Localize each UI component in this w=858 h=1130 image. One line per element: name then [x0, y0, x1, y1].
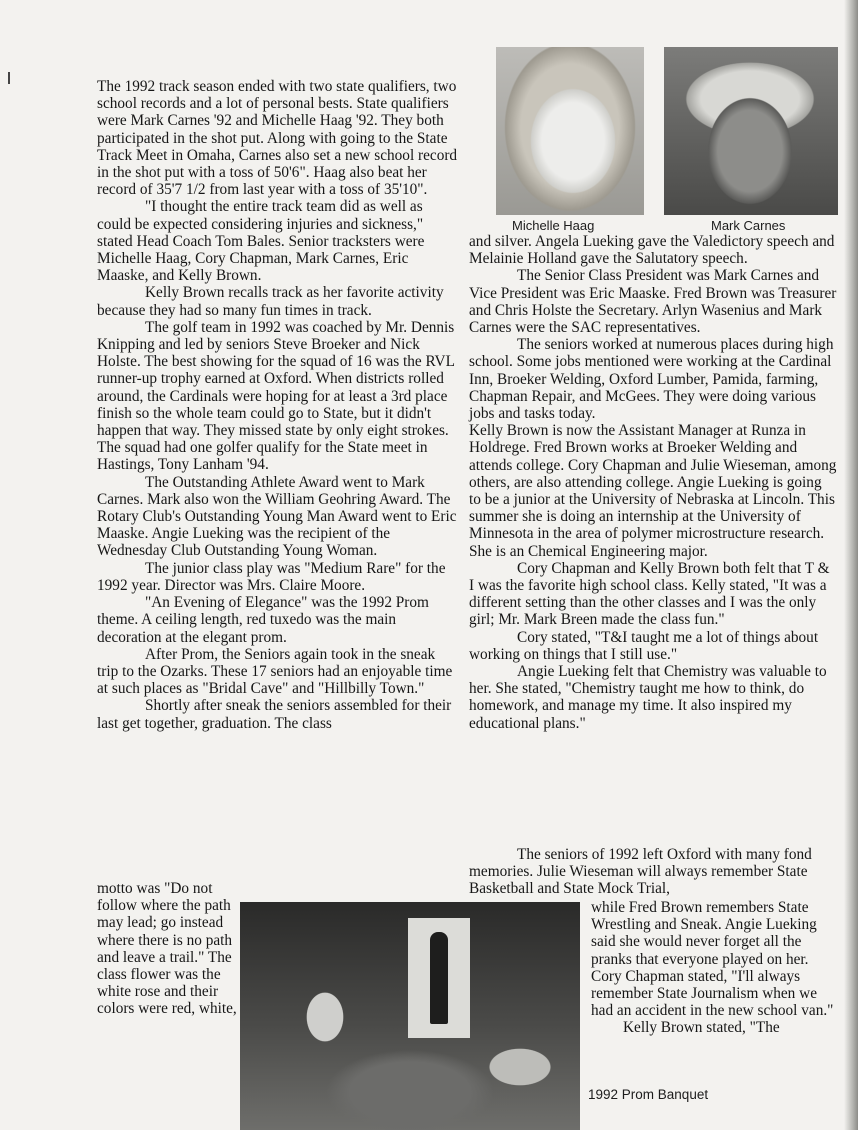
paragraph-cory-quote: Cory stated, "T&I taught me a lot of things about working on things that I still use." — [469, 628, 819, 663]
paragraph-track-season: The 1992 track season ended with two state qualifiers, two school records and a lot of personal bests. State qualifiers were Mark Carnes '92 and Michelle Haag '92. They both participated in the shot put. Along with going to the State Track Meet in Omaha, Carnes also set a new school record in the shot put with a toss of 50'6". Haag also beat her record of 35'7 1/2 from last year with a toss of 35'10". — [97, 78, 458, 199]
left-column — [97, 78, 459, 732]
paragraph-jobs: The seniors worked at numerous places during high school. Some jobs mentioned were working at the Cardinal Inn, Broeker Welding, Oxford Lumber, Pamida, farming, Chapman Repair, and McGees. They were doing various jobs and tasks today. — [469, 336, 834, 423]
paragraph-kelly-track: Kelly Brown recalls track as her favorite activity because they had so many fun times in track. — [97, 284, 444, 319]
photo-mark-carnes — [664, 47, 838, 215]
right-column — [469, 233, 837, 732]
paragraph-favorite-class: Cory Chapman and Kelly Brown both felt that T & I was the favorite high school class. Kelly stated, "It was a different setting than the other classes and I was the only girl; Mr. Mark Breen made the class fun." — [469, 559, 830, 629]
paragraph-prom-theme: "An Evening of Elegance" was the 1992 Prom theme. A ceiling length, red tuxedo was the main decoration at the elegant prom. — [97, 594, 429, 646]
paragraph-where-now: Kelly Brown is now the Assistant Manager at Runza in Holdrege. Fred Brown works at Broeker Welding and attends college. Cory Chapman and Julie Wieseman, among others, are also attending college. Angie Lueking is going to be a junior at the University of Nebraska at Lincoln. This summer she is doing an internship at the University of Minnesota in the area of polymer microstructure research. She is an Chemical Engineering major. — [469, 422, 837, 560]
paragraph-golf-team: The golf team in 1992 was coached by Mr. Dennis Knipping and led by seniors Steve Broeker and Nick Holste. The best showing for the squad of 16 was the RVL runner-up trophy earned at Oxford. When districts rolled around, the Cardinals were hoping for at least a 3rd place finish so the whole team could go to State, but it didn't happen that way. They missed state by only eight strokes. The squad had one golfer qualify for the State meet in Hastings, Tony Lanham '94. — [97, 318, 455, 474]
paragraph-remembers: while Fred Brown remembers State Wrestling and Sneak. Angie Lueking said she would never forget all the pranks that everyone played on her. Cory Chapman stated, "I'll always remember State Journalism when we had an accident in the new school van." — [591, 899, 834, 1020]
caption-prom-banquet: 1992 Prom Banquet — [588, 1087, 709, 1102]
paragraph-class-play: The junior class play was "Medium Rare" for the 1992 year. Director was Mrs. Claire Moore. — [97, 559, 446, 594]
paragraph-chemistry: Angie Lueking felt that Chemistry was valuable to her. She stated, "Chemistry taught me how to think, do homework, and manage my time. It also inspired my educational plans." — [469, 663, 827, 732]
paragraph-kelly-stated: Kelly Brown stated, "The — [623, 1019, 780, 1037]
caption-mark-carnes: Mark Carnes — [711, 218, 786, 233]
photo-prom-banquet — [240, 902, 580, 1130]
paragraph-coach-quote: "I thought the entire track team did as well as could be expected considering injuries and sickness," stated Head Coach Tom Bales. Senior tracksters were Michelle Haag, Cory Chapman, Mark Carnes, Eric Maaske, and Kelly Brown. — [97, 198, 425, 285]
photo-michelle-haag — [496, 47, 644, 215]
paragraph-graduation: Shortly after sneak the seniors assembled for their last get together, graduation. The class — [97, 697, 452, 732]
paragraph-class-motto: motto was "Do not follow where the path may lead; go instead where there is no path and leave a trail." The class flower was the white rose and their colors were red, white, — [97, 880, 237, 1018]
right-wrap-text — [591, 899, 841, 1037]
prom-poster — [408, 918, 470, 1038]
paragraph-sneak-trip: After Prom, the Seniors again took in the sneak trip to the Ozarks. These 17 seniors had an enjoyable time at such places as "Bridal Cave" and "Hillbilly Town." — [97, 645, 453, 698]
caption-michelle-haag: Michelle Haag — [512, 218, 595, 233]
paragraph-awards: The Outstanding Athlete Award went to Mark Carnes. Mark also won the William Geohring Award. The Rotary Club's Outstanding Young Man Award went to Eric Maaske. Angie Lueking was the recipient of the Wednesday Club Outstanding Young Woman. — [97, 473, 457, 560]
page-edge-shadow — [844, 0, 858, 1130]
paragraph-speeches: and silver. Angela Lueking gave the Valedictory speech and Melainie Holland gave the Salutatory speech. — [469, 233, 835, 268]
right-column-tail — [469, 846, 837, 898]
paragraph-class-officers: The Senior Class President was Mark Carnes and Vice President was Eric Maaske. Fred Brown was Treasurer and Chris Holste the Secretary. Arlyn Wasenius and Mark Carnes were the SAC representatives. — [469, 267, 837, 337]
paragraph-memories: The seniors of 1992 left Oxford with many fond memories. Julie Wieseman will always remember State Basketball and State Mock Trial, — [469, 846, 812, 898]
left-wrap-text — [97, 880, 237, 1018]
margin-mark — [8, 72, 10, 84]
